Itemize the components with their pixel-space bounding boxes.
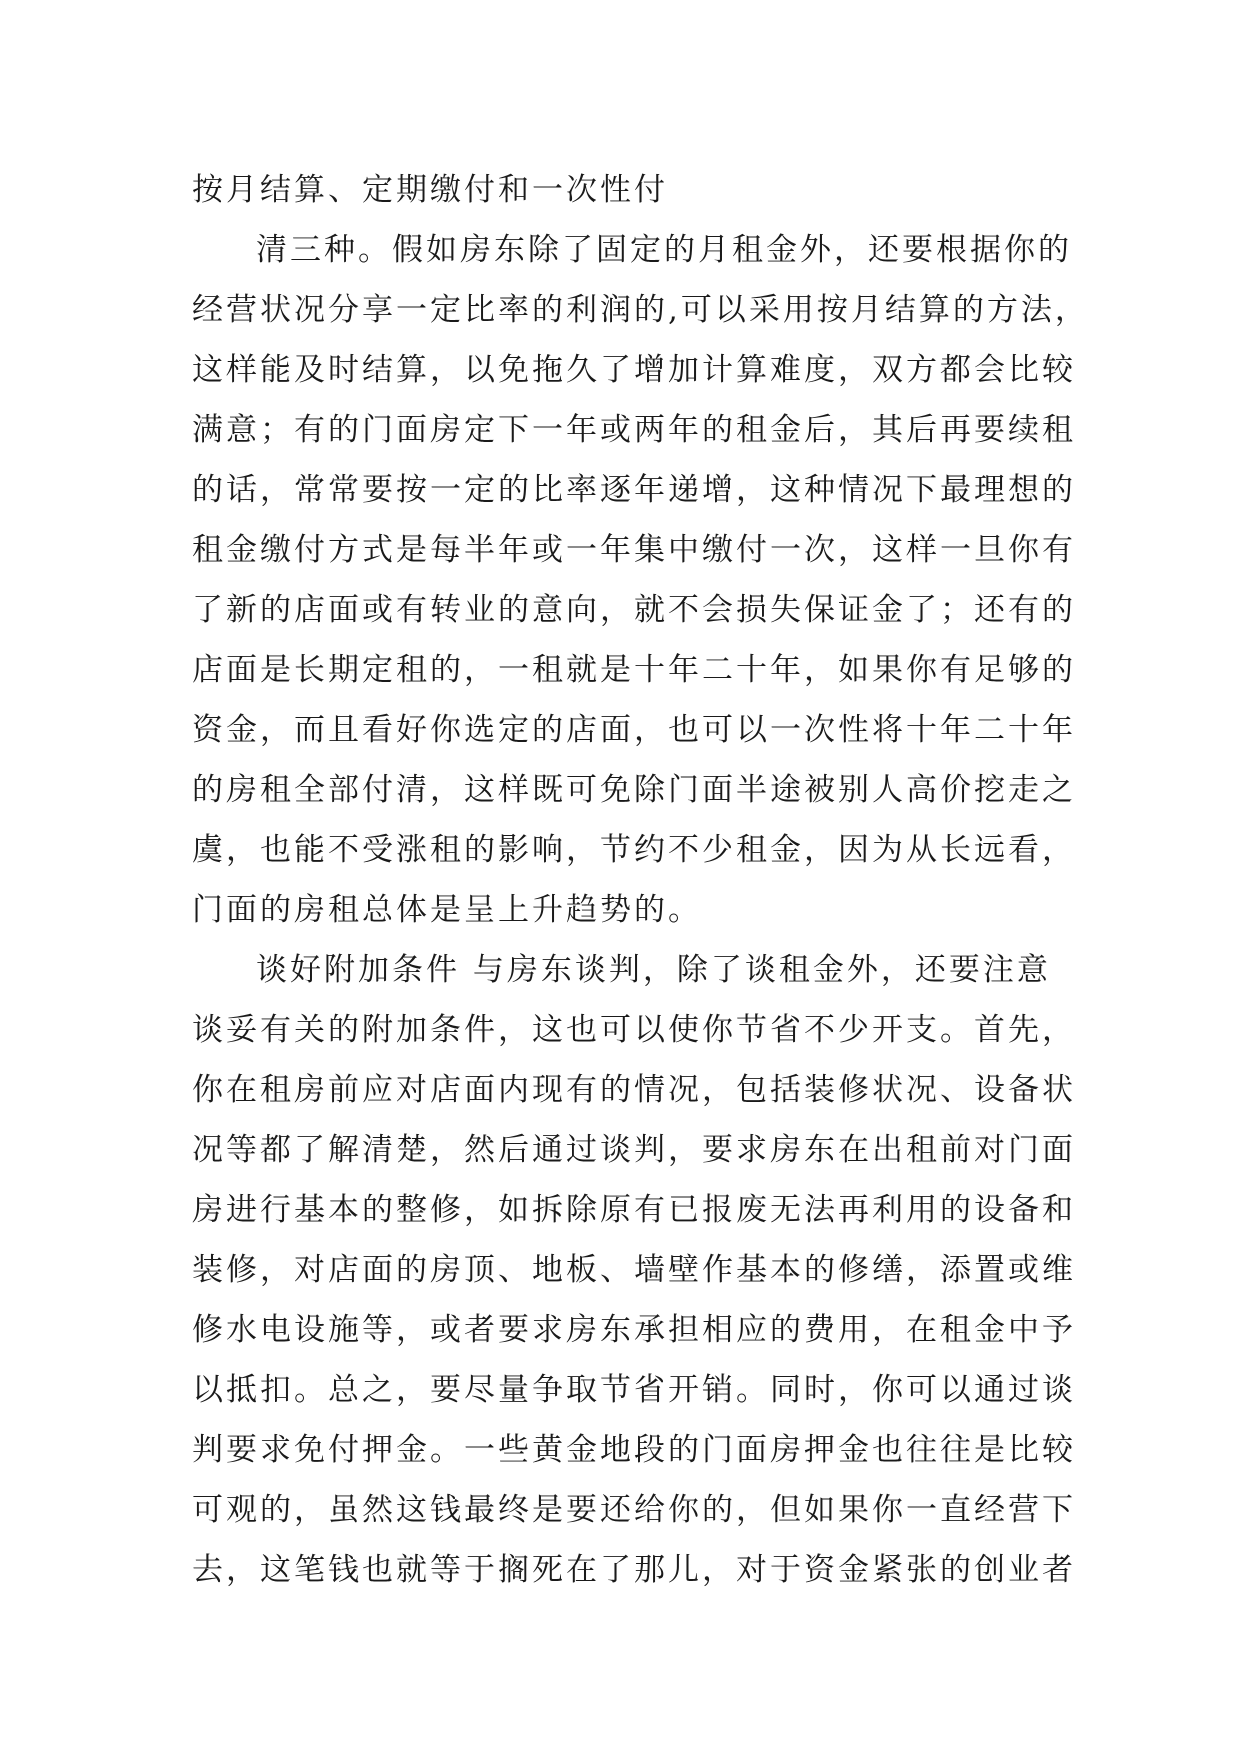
text-line: 店面是长期定租的，一租就是十年二十年，如果你有足够的	[192, 652, 1076, 688]
body-text	[192, 160, 1089, 1600]
text-line: 满意；有的门面房定下一年或两年的租金后，其后再要续租	[192, 412, 1076, 448]
text-line: 的房租全部付清，这样既可免除门面半途被别人高价挖走之	[192, 772, 1076, 808]
text-line: 了新的店面或有转业的意向，就不会损失保证金了；还有的	[192, 592, 1076, 628]
text-line: 判要求免付押金。一些黄金地段的门面房押金也往往是比较	[192, 1432, 1076, 1468]
text-line: 谈妥有关的附加条件，这也可以使你节省不少开支。首先，	[192, 1012, 1076, 1048]
text-line: 你在租房前应对店面内现有的情况，包括装修状况、设备状	[192, 1072, 1076, 1108]
text-line: 可观的，虽然这钱最终是要还给你的，但如果你一直经营下	[192, 1492, 1076, 1528]
text-line: 租金缴付方式是每半年或一年集中缴付一次，这样一旦你有	[192, 532, 1076, 568]
text-line: 谈好附加条件 与房东谈判，除了谈租金外，还要注意	[256, 952, 1051, 988]
text-line: 去，这笔钱也就等于搁死在了那儿，对于资金紧张的创业者	[192, 1552, 1076, 1588]
text-line: 门面的房租总体是呈上升趋势的。	[192, 892, 702, 928]
text-line: 的话，常常要按一定的比率逐年递增，这种情况下最理想的	[192, 472, 1076, 508]
text-line: 清三种。假如房东除了固定的月租金外，还要根据你的	[256, 232, 1072, 268]
text-line: 资金，而且看好你选定的店面，也可以一次性将十年二十年	[192, 712, 1076, 748]
text-line: 以抵扣。总之，要尽量争取节省开销。同时，你可以通过谈	[192, 1372, 1076, 1408]
text-line: 虞，也能不受涨租的影响，节约不少租金，因为从长远看，	[192, 832, 1076, 868]
text-line: 按月结算、定期缴付和一次性付	[192, 172, 668, 208]
text-line: 这样能及时结算，以免拖久了增加计算难度，双方都会比较	[192, 352, 1076, 388]
text-line: 经营状况分享一定比率的利润的,可以采用按月结算的方法，	[192, 292, 1089, 328]
text-line: 房进行基本的整修，如拆除原有已报废无法再利用的设备和	[192, 1192, 1076, 1228]
text-line: 装修，对店面的房顶、地板、墙壁作基本的修缮，添置或维	[192, 1252, 1076, 1288]
text-line: 况等都了解清楚，然后通过谈判，要求房东在出租前对门面	[192, 1132, 1076, 1168]
text-line: 修水电设施等，或者要求房东承担相应的费用，在租金中予	[192, 1312, 1076, 1348]
